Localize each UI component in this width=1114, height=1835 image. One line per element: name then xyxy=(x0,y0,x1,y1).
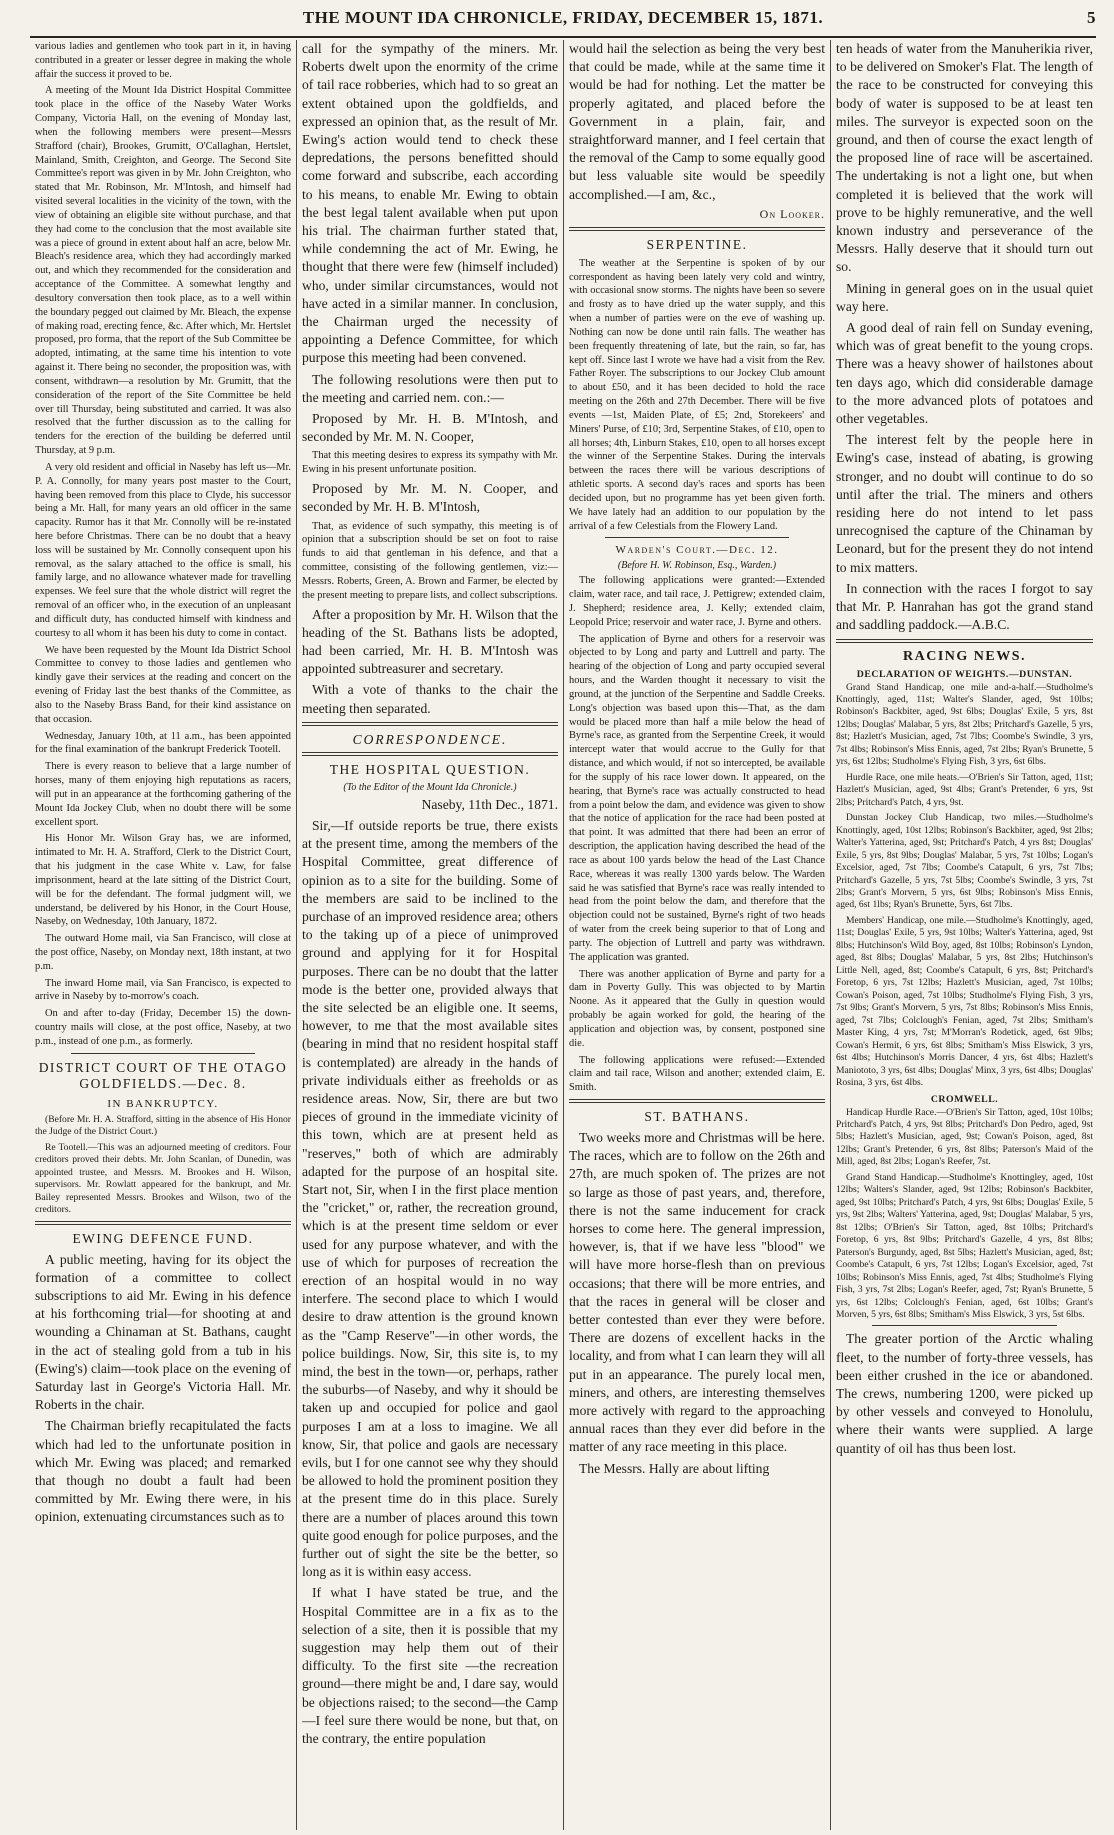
column-3 xyxy=(564,40,831,1830)
paragraph: There was another application of Byrne and party for a dam in Poverty Gully. This was objected to by Martin Noone. As it appeared that the Gully in question would probably be again worked for gold, the hearing of the application and objection was, by consent, postponed sine die. xyxy=(569,968,825,1049)
paragraph: The Messrs. Hally are about lifting xyxy=(579,1460,770,1476)
divider xyxy=(302,752,558,756)
paragraph: Hurdle Race, one mile heats.—O'Brien's Sir Tatton, aged, 11st; Hazlett's Musician, aged, 9st 4lbs; Grant's Pretender, 6 yrs, 9st 2lbs; Pritchard's Patch, 4 yrs, 9st. xyxy=(836,771,1093,808)
paragraph: Mining in general goes on in the usual quiet way here. xyxy=(836,280,1093,314)
subheading-cromwell: CROMWELL. xyxy=(930,1093,999,1105)
divider xyxy=(302,722,558,726)
paragraph: We have been requested by the Mount Ida District School Committee to convey to those ladies and gentlemen who kindly gave their services at the reading and concert on the evening of Friday last the best thanks of the Committee, as also to the Naseby Brass Band, for their kind assistance on that occasion. xyxy=(35,644,291,725)
paragraph: The interest felt by the people here in Ewing's case, instead of abating, is growing stronger, and no doubt will continue to do so until after the trial. The miners and others residing here do not intend to let pass unrecognised the capture of the Chinaman by Leonard, but for the present they do not intend to mix matters. xyxy=(836,432,1093,575)
section-heading-wardens-court: Warden's Court.—Dec. 12. xyxy=(615,544,779,557)
letter-dateline: Naseby, 11th Dec., 1871. xyxy=(421,796,558,812)
divider xyxy=(71,1053,255,1054)
paragraph: In connection with the races I forgot to say that Mr. P. Hanrahan has got the grand stand and saddling paddock.—A.B.C. xyxy=(836,580,1093,633)
column-2 xyxy=(297,40,564,1830)
paragraph: The following applications were refused:—Extended claim and tail race, Wilson and another; extended claim, E. Smith. xyxy=(569,1054,825,1094)
section-heading-ewing-defence: EWING DEFENCE FUND. xyxy=(72,1230,254,1246)
paragraph: Handicap Hurdle Race.—O'Brien's Sir Tatton, aged, 10st 10lbs; Pritchard's Patch, 4 yrs, 9st 8lbs; Pritchard's Don Pedro, aged, 9st 5lbs; Hazlett's Musician, aged, 9st; Cowan's Poison, aged, 8st 12lbs; Grant's Pretender, 6 yrs, 8st 8lbs; Paterson's Maid of the Mill, aged, 8st 2lbs; Logan's Reefer, 7st. xyxy=(836,1106,1093,1168)
paragraph: With a vote of thanks to the chair the meeting then separated. xyxy=(302,682,558,716)
subheading-weights: DECLARATION OF WEIGHTS.—DUNSTAN. xyxy=(856,668,1073,680)
paragraph: After a proposition by Mr. H. Wilson that the heading of the St. Bathans lists be adopted, had been carried, Mr. H. B. M'Intosh was appointed subtreasurer and secretary. xyxy=(302,606,558,677)
paragraph: A good deal of rain fell on Sunday evening, which was of great benefit to the young crops. There was a heavy shower of hailstones about ten days ago, which did considerable damage to the more advanced plots of potatoes and other vegetables. xyxy=(836,320,1093,427)
divider xyxy=(569,227,825,231)
paragraph: Proposed by Mr. M. N. Cooper, and seconded by Mr. H. B. M'Intosh, xyxy=(302,481,558,515)
paragraph: If what I have stated be true, and the Hospital Committee are in a fix as to the selection of a site, then it is possible that my suggestion may help them out of their difficulty. To the first site —the recreation ground—there might be and, I dare say, would be objections raised; to the second—the Camp—I feel sure there would be none, but that, on the contrary, the entire population xyxy=(302,1585,558,1747)
paragraph: That this meeting desires to express its sympathy with Mr. Ewing in his present unfortunate position. xyxy=(302,450,558,476)
divider xyxy=(872,1325,1057,1326)
paragraph: The weather at the Serpentine is spoken of by our correspondent as having been lately very cold and wintry, with occasional snow storms. The nights have been so severe and frosty as to have dried up the water supply, and this when a number of parties were on the eve of washing up. Nothing can now be done until rain falls. The weather has been frequently threatening of late, but the rain, so far, has kept off. Since last I wrote we have had a visit from the Rev. Father Royer. The subscriptions to our Jockey Club amount to about £50, and it has been decided to hold the race meeting on the 26th and 27th December. There will be five events —1st, Maiden Plate, of £5; 2nd, Storekeers' and Miners' Purse, of £10; 3rd, Serpentine Stakes, of £10, open to all horses; 4th, Linburn Stakes, £10, open to all horses except the winner of the Serpentine Stakes. During the intervals between the races there will be various descriptions of athletic sports. A second day's races and sports has been decided upon, but no programme has yet been given forth. We have lately had an addition to our population by the arrival of a few Celestials from the Flowery Land. xyxy=(569,257,825,532)
paragraph: A public meeting, having for its object the formation of a committee to collect subscriptions to aid Mr. Ewing in his defence at his forthcoming trial—for shooting at and wounding a Chinaman at St. Bathans, caught in the act of stealing gold from a tub in his (Ewing's) claim—took place on the evening of Saturday last in George's Victoria Hall. Mr. Roberts in the chair. xyxy=(35,1251,291,1413)
newspaper-title: THE MOUNT IDA CHRONICLE, FRIDAY, DECEMBER 15, 1871. xyxy=(302,8,824,27)
columns xyxy=(30,40,1104,1830)
paragraph: The greater portion of the Arctic whaling fleet, to the number of forty-three vessels, has been either crushed in the ice or abandoned. The crews, numbering 1200, were picked up by other vessels and conveyed to Honolulu, where their wants were supplied. A large quantity of oil has thus been lost. xyxy=(836,1331,1093,1456)
paragraph: The Chairman briefly recapitulated the facts which had led to the unfortunate position in which Mr. Ewing was placed; and remarked that though no doubt a fault had been committed by Mr. Ewing there were, in his opinion, extenuating circumstances such as to xyxy=(35,1418,291,1525)
divider xyxy=(605,537,789,538)
divider xyxy=(569,1099,825,1103)
section-heading-racing-news: RACING NEWS. xyxy=(902,648,1026,664)
paragraph: (Before Mr. H. A. Strafford, sitting in the absence of His Honor the Judge of the District Court.) xyxy=(35,1113,291,1138)
paragraph: His Honor Mr. Wilson Gray has, we are informed, intimated to Mr. H. A. Strafford, Clerk to the District Court, that his judgment in the case White v. Law, for false imprisonment, heard at the late sitting of the District Court, will be for the defendant. The formal judgment will, we understand, be delivered by his Honor, in the Court House, Naseby, on Wednesday, 10th January, 1872. xyxy=(35,833,291,928)
paragraph: There is every reason to believe that a large number of horses, many of them enjoying high reputations as racers, will put in an appearance at the forthcoming gathering of the Mount Ida Jockey Club, when no doubt there will be some excellent sport. xyxy=(35,761,291,828)
masthead xyxy=(30,0,1096,38)
paragraph: The inward Home mail, via San Francisco, is expected to arrive in Naseby by to-morrow's coach. xyxy=(35,977,291,1003)
letter-signature: On Looker. xyxy=(759,206,825,221)
paragraph: The application of Byrne and others for a reservoir was objected to by Long and party and Luttrell and party. The hearing of the objection of Long and party occupied several hours, and the Warden thought it necessary to visit the ground, at the junction of the Serpentine and Saddle Creeks. Long's objection was based upon this—That, as the dam would be placed more than half a mile below the head of Byrne's race, as granted from the Serpentine Creek, it would intercept water that would accrue to the Gully for that distance, and which would, if not so intercepted, be available for the supply of his race lower down. It appeared, on the hearing, that Byrne's race was actually constructed to head from a point below the dam, and evidence was given to show that the notice of application for the race had been posted at that point. It was admitted that there had been an error of description, the application having described the head of the race as about 100 yards below the head of the Last Chance Race, whereas it was really 1300 yards below. The Warden said he was satisfied that Byrne's race was really intended to head from the point below the dam, and therefore that the objection could not be sustained, Byrne's right of two heads of water from the creek being superior to that of Long and party. The objection of Luttrell and party was withdrawn. The application was granted. xyxy=(569,633,825,963)
divider xyxy=(836,639,1093,643)
paragraph: various ladies and gentlemen who took part in it, in having contributed in a greater or lesser degree in making the whole affair the success it proved to be. xyxy=(35,41,291,80)
paragraph: Two weeks more and Christmas will be here. The races, which are to follow on the 26th and 27th, are much spoken of. The prizes are not so large as those of past years, and, therefore, there is not the same inducement for crack horses to come here. The general impression, however, is, that if we have less "blood" we will have more horse-flesh than on previous occasions; that there will be more entries, and that the races in general will be closer and better contested than ever they were before. There are dozens of excellent hacks in the locality, and from what I can learn they will all put in an appearance. The purely local men, miners, and others, are interesting themselves more actively with regard to the approaching annual races than they ever did before in the matter of any race meeting in this place. xyxy=(569,1129,825,1455)
section-heading-correspondence: CORRESPONDENCE. xyxy=(352,731,508,747)
paragraph: That, as evidence of such sympathy, this meeting is of opinion that a subscription should be set on foot to raise funds to aid that gentleman in his defence, and that a committee, consisting of the following gentlemen, viz:—Messrs. Roberts, Green, A. Brown and Farmer, be elected by the present meeting to prepare lists, and collect subscriptions. xyxy=(302,520,558,601)
paragraph: would hail the selection as being the very best that could be made, while at the same time it would be had for nothing. Let the matter be properly agitated, and placed before the Government in a plain, fair, and straightforward manner, and I feel certain that the removal of the Camp to some equally good but less valuable site would be speedily accomplished.—I am, &c., xyxy=(569,41,825,202)
section-heading-st-bathans: ST. BATHANS. xyxy=(644,1108,750,1124)
section-heading-serpentine: SERPENTINE. xyxy=(646,236,748,252)
paragraph: The outward Home mail, via San Francisco, will close at the post office, Naseby, on Monday next, 18th instant, at two p.m. xyxy=(35,933,291,972)
paragraph: A meeting of the Mount Ida District Hospital Committee took place in the office of the Naseby Water Works Company, Victoria Hall, on the evening of Monday last, when the following members were present—Messrs Strafford (chair), Brookes, Grumitt, O'Callaghan, Hertslet, Mainland, Smith, Creighton, and George. The Second Site Committee's report was given in by Mr. John Creighton, who stated that Mr. Robinson, Mr. M'Intosh, and himself had visited several localities in the vicinity of the town, with the view of obtaining an eligible site without purchase, and that they had come to the conclusion that the most available site was a piece of ground in extent about half an acre, below Mr. Bleach's residence area, which they had accordingly marked out, and which they recommended for the consideration and acceptance of the Committee. A somewhat lengthy and desultory conversation then took place, as to a well within the boundary pegged out claimed by Mr. Bleach, the expense of making road, erecting fence, &c. After which, Mr. Hertslet proposed, pro forma, that the report of the Sub Committee be adopted, intimating, at the same time his intention to vote against it. There being no seconder, the proposition was, with consent, withdrawn—a resolution by Mr. Grumitt, that the consideration of the report of the Site Committee be held over till Thursday, being substituted and carried. It was also resolved that the further discussion as to the calling for tenders for the erection of the building be deferred until Thursday, at 9 p.m. xyxy=(35,85,291,457)
paragraph: Sir,—If outside reports be true, there exists at the present time, among the members of the Hospital Committee, great difference of opinion as to a site for the building. Some of the members are said to be inclined to the purchase of an improved residence area; others to the taking up of a piece of unimproved ground and applying for it for Hospital purposes. There can be no doubt that the latter mode is the better one, provided always that the site selected be an eligible one. It seems, however, to me that the most available sites (bearing in mind that no resident hospital staff is contemplated) are already in the hands of private individuals either as freeholds or as residence areas. Now, Sir, there are but two pieces of ground in the immediate vicinity of this town, which are at present held as "reserves," both of which are admirably adapted for the purpose of an hospital site. Start not, Sir, when I in the first place mention the "cricket," or, rather, the recreation ground, which is at the present time seldom or ever used for any purpose whatever, and with the use of which for purposes of recreation the erection of an hospital would in no way interfere. The second place to which I would desire to draw attention is the ground known as the "Camp Reserve"—in other words, the police buildings. Now, Sir, this site is, to my mind, the best in the town—or, perhaps, rather the suburbs—of Naseby, and why it should be taken up and occupied for police and gaol purposes I am at a loss to imagine. We all know, Sir, that police and gaols are necessary evils, but I for one cannot see why they should be allowed to hold the prominent position they at the present time do in this place. Surely there are a number of places around this town quite good enough for police purposes, and the further out of sight the site be the better, so long as it is within easy access. xyxy=(302,817,558,1580)
paragraph: Members' Handicap, one mile.—Studholme's Knottingly, aged, 11st; Douglas' Exile, 5 yrs, 9st 10lbs; Walter's Yatterina, aged, 9st 8lbs; Hutchinson's Wild Boy, aged, 8st 10lbs; Robinson's Lyndon, aged, 8st 8lbs; Douglas' Malabar, 5 yrs, 8st 2lbs; Hutchinson's Little Nell, aged, 8st; Coombe's Catapult, 6 yrs, 8st; Pritchard's Foretop, 6 yrs, 7st 12lbs; Hazlett's Musician, aged, 7st 10lbs; Cowan's Poison, aged, 7st 10lbs; Studholme's Flying Fish, 3 yrs, 7st 9lbs; Grant's Morvern, 5 yrs, 7st 8lbs; Robinson's Miss Ennis, aged, 7st 7lbs; Colclough's Fenian, aged, 7st 2lbs; Smitham's Master King, 4 yrs, 7st; M'Morran's Rodetick, aged, 6st 9lbs; Cowan's Hermit, 6 yrs, 6st 8lbs; Smitham's Miss Elswick, 3 yrs, 6st 4lbs; Hutchinson's Morris Dancer, 4 yrs, 6st 4lbs; Hazlett's Maniototo, 3 yrs, 6st 4lbs; Douglas' Minx, 3 yrs, 6st 4lbs; Douglas' Rosina, 3 yrs, 6st 4lbs. xyxy=(836,914,1093,1089)
paragraph: Proposed by Mr. H. B. M'Intosh, and seconded by Mr. M. N. Cooper, xyxy=(302,411,558,445)
paragraph: call for the sympathy of the miners. Mr. Roberts dwelt upon the enormity of the crime of tail race robberies, which had to so great an extent obtained upon the goldfields, and expressed an opinion that, as the result of Mr. Ewing's action would tend to check these depredations, the persons benefitted should come forward and subscribe, each according to his means, to enable Mr. Ewing to obtain the best legal talent available when put upon his trial. The chairman further stated that, while condemning the act of Mr. Ewing, he thought that there were few (himself included) who, under similar circumstances, would not have acted in a similar manner. In conclusion, the Chairman urged the necessity of appointing a Defence Committee, for which purpose this meeting had been convened. xyxy=(302,41,558,366)
paragraph: The following applications were granted:—Extended claim, water race, and tail race, J. Pettigrew; extended claim, J. Shepherd; residence area, J. Kelly; extended claim, Leopold Price; reservoir and water race, J. Byrne and others. xyxy=(569,575,825,628)
paragraph: Wednesday, January 10th, at 11 a.m., has been appointed for the final examination of the bankrupt Frederick Tootell. xyxy=(35,730,291,756)
paragraph: Re Tootell.—This was an adjourned meeting of creditors. Four creditors proved their debts. Mr. John Scanlan, of Dunedin, was appointed trustee, and Messrs. M. Brookes and H. Wilson, supervisors. Mr. Rowlatt appeared for the bankrupt, and Mr. Bailey represented Messrs. Brookes and Wilson, two of the creditors. xyxy=(35,1141,291,1216)
paragraph: Grand Stand Handicap, one mile and-a-half.—Studholme's Knottingly, aged, 11st; Walter's Slander, aged, 9st 10lbs; Robinson's Backbiter, aged, 9st 6lbs; Douglas' Exile, 5 yrs, 8st 12lbs; Douglas' Malabar, 5 yrs, 8st 2lbs; Pritchard's Gazelle, 5 yrs, 8st; Hazlett's Musician, aged, 7st 7lbs; Coombe's Swindle, 3 yrs, 7st 4lbs; Robinson's Miss Ennis, aged, 7st 2lbs; Ryan's Brunette, 5 yrs, 6st 12lbs; Studholme's Flying Fish, 3 yrs, 6st 6lbs. xyxy=(836,681,1093,768)
paragraph: ten heads of water from the Manuherikia river, to be delivered on Smoker's Flat. The length of the race to be constructed for conveying this body of water is supposed to be at least ten miles. The surveyor is expected soon on the ground, and then of course the exact length of the proposed line of race will be ascertained. The undertaking is not a light one, but when completed it is believed that the work will prove to be highly remunerative, and the well known industry and perseverance of the Messrs. Hally deserve that it should turn out so. xyxy=(836,41,1093,275)
letter-address: (To the Editor of the Mount Ida Chronicle.) xyxy=(343,781,517,793)
paragraph: Grand Stand Handicap.—Studholme's Knottingley, aged, 10st 12lbs; Walters's Slander, aged, 9st 12lbs; Robinson's Backbiter, aged, 9st 10lbs; Pritchard's Patch, 4 yrs, 9st 6lbs; Douglas' Exile, 5 yrs, 9st 2lbs; Walters' Yatterina, aged, 9st; Douglas' Malabar, 5 yrs, 8st 12lbs; O'Brien's Sir Tatton, aged, 8st 10lbs; Pritchard's Foretop, 6 yrs, 8st 9lbs; Pritchard's Gazelle, 4 yrs, 8st 8lbs; Paterson's Burgundy, aged, 8st 5lbs; Hazlett's Musician, aged, 8st; Coombe's Catapult, 6 yrs, 7st 12lbs; Logan's Excelsior, aged, 7st 10lbs; Robinson's Miss Ennis, aged, 7st 4lbs; Studholme's Flying Fish, 3 yrs, 7st 2lbs; Logan's Reefer, aged, 7st; Ryan's Brunette, 5 yrs, 6st 12lbs; Colclough's Fenian, aged, 6st 10lbs; Grant's Morven, 5 yrs, 6st 8lbs; Smitham's Miss Elswick, 3 yrs, 5st 6lbs. xyxy=(836,1171,1093,1320)
column-4 xyxy=(831,40,1098,1830)
paragraph: The following resolutions were then put to the meeting and carried nem. con.:— xyxy=(302,371,558,405)
paragraph: On and after to-day (Friday, December 15) the down-country mails will close, at the post office, Naseby, at two p.m., instead of one p.m., as formerly. xyxy=(35,1008,291,1047)
column-1 xyxy=(30,40,297,1830)
section-subheading-bankruptcy: IN BANKRUPTCY. xyxy=(107,1097,219,1110)
page-number: 5 xyxy=(1087,8,1096,27)
court-presiding: (Before H. W. Robinson, Esq., Warden.) xyxy=(617,560,777,572)
divider xyxy=(35,1221,291,1225)
paragraph: Dunstan Jockey Club Handicap, two miles.—Studholme's Knottingly, aged, 10st 12lbs; Robinson's Backbiter, aged, 9st 2lbs; Walter's Yatterina, aged, 9st; Pritchard's Patch, 4 yrs 8st; Douglas' Exile, 5 yrs, 8st 9lbs; Douglas' Malabar, 5 yrs, 7st 10lbs; Logan's Excelsior, aged, 7st 7lbs; Coombe's Catapult, 6 yrs, 7st 7lbs; Pritchard's Gazelle, 5 yrs, 7st 5lbs; Coombe's Swindle, 3 yrs, 7st 2lbs; Grant's Morvern, 5 yrs, 6st 9lbs; Robinson's Miss Ennis, aged, 6st 1lbs; Ryan's Brunette, 5yrs, 6st 7lbs. xyxy=(836,812,1093,911)
paragraph: A very old resident and official in Naseby has left us—Mr. P. A. Connolly, for many years post master to the Court, having been removed from this place to Clyde, his successor being a Mr. Hall, for many years an old officer in the same capacity. Rumor has it that Mr. Connolly will be re-instated here before Christmas. There can be no doubt that a heavy loss will be sustained by Mr. Connolly consequent upon his removal, as the salary attached to the office is small, his family large, and no allowance whatever made for travelling expenses. We feel sure that the whole district will regret the removal of an officer who, in the execution of an unpleasant and difficult duty, has conducted himself with kindness and courtesy to all whom it has been his duty to come in contact. xyxy=(35,461,291,639)
letter-heading-hospital: THE HOSPITAL QUESTION. xyxy=(329,761,531,777)
section-heading-district-court: DISTRICT COURT OF THE OTAGO GOLDFIELDS.—Dec. 8. xyxy=(38,1059,288,1091)
